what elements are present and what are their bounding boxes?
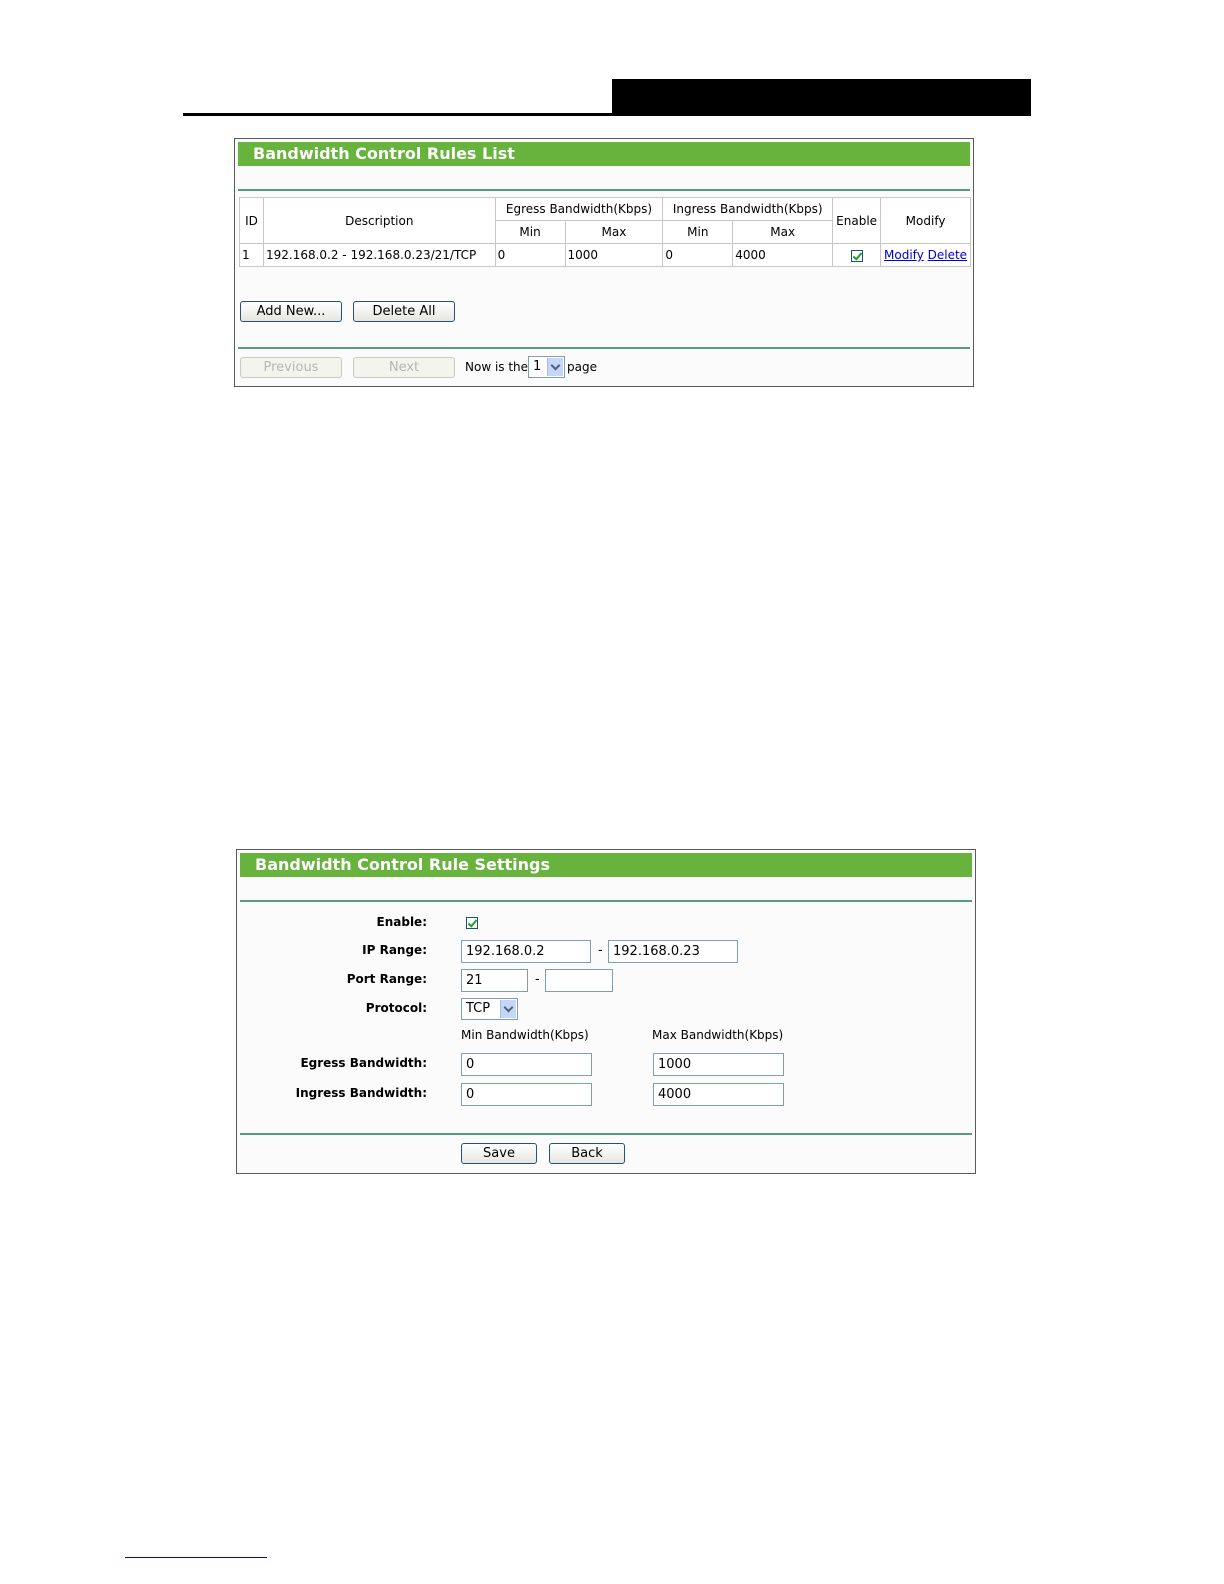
delete-link[interactable]: Delete <box>927 248 968 262</box>
next-button[interactable]: Next <box>353 357 455 378</box>
port-end-input[interactable] <box>545 969 613 992</box>
rule-settings-title: Bandwidth Control Rule Settings <box>240 853 972 877</box>
cell-ingress-min: 0 <box>663 244 733 267</box>
page-prefix-text: Now is the <box>465 360 529 374</box>
rule-enable-checkbox[interactable] <box>851 250 863 262</box>
divider <box>240 900 972 902</box>
chevron-down-icon <box>500 1000 516 1018</box>
rule-settings-panel <box>236 849 976 1174</box>
divider <box>240 1133 972 1135</box>
page-select-value: 1 <box>533 359 542 374</box>
port-range-separator: - <box>535 972 540 987</box>
min-bandwidth-header: Min Bandwidth(Kbps) <box>461 1028 589 1042</box>
ingress-min-input[interactable]: 0 <box>461 1083 592 1106</box>
cell-enable <box>833 244 881 267</box>
protocol-select[interactable] <box>461 998 518 1020</box>
header-ingress: Ingress Bandwidth(Kbps) <box>663 198 833 221</box>
chevron-down-icon <box>547 358 563 376</box>
ingress-max-input[interactable]: 4000 <box>653 1083 784 1106</box>
port-range-label: Port Range: <box>346 972 427 986</box>
enable-checkbox[interactable] <box>466 917 478 929</box>
header-enable: Enable <box>833 198 881 244</box>
document-header-block <box>612 79 1031 115</box>
rules-list-panel <box>234 138 974 387</box>
cell-egress-min: 0 <box>495 244 565 267</box>
egress-max-input[interactable]: 1000 <box>653 1053 784 1076</box>
table-row <box>240 244 971 267</box>
rules-list-title: Bandwidth Control Rules List <box>238 142 970 166</box>
protocol-select-value: TCP <box>466 1001 491 1016</box>
cell-id: 1 <box>240 244 264 267</box>
add-new-button[interactable]: Add New... <box>240 301 342 322</box>
footer-link-rule <box>125 1557 267 1558</box>
divider <box>238 189 970 191</box>
delete-all-button[interactable]: Delete All <box>353 301 455 322</box>
rules-table <box>239 197 971 267</box>
enable-label: Enable: <box>376 915 427 929</box>
header-egress-min: Min <box>495 221 565 244</box>
header-egress: Egress Bandwidth(Kbps) <box>495 198 663 221</box>
page-suffix-text: page <box>567 360 597 374</box>
egress-min-input[interactable]: 0 <box>461 1053 592 1076</box>
save-button[interactable]: Save <box>461 1143 537 1164</box>
cell-egress-max: 1000 <box>565 244 663 267</box>
ip-range-separator: - <box>598 943 603 958</box>
divider <box>238 347 970 349</box>
header-modify: Modify <box>881 198 971 244</box>
header-ingress-max: Max <box>733 221 833 244</box>
ip-end-input[interactable]: 192.168.0.23 <box>608 940 738 963</box>
port-start-input[interactable]: 21 <box>461 969 528 992</box>
ip-range-label: IP Range: <box>362 943 427 957</box>
previous-button[interactable]: Previous <box>240 357 342 378</box>
cell-ingress-max: 4000 <box>733 244 833 267</box>
header-id: ID <box>240 198 264 244</box>
protocol-label: Protocol: <box>365 1001 427 1015</box>
max-bandwidth-header: Max Bandwidth(Kbps) <box>652 1028 784 1042</box>
header-ingress-min: Min <box>663 221 733 244</box>
ingress-bandwidth-label: Ingress Bandwidth: <box>295 1086 427 1100</box>
back-button[interactable]: Back <box>549 1143 625 1164</box>
header-description: Description <box>263 198 495 244</box>
cell-description: 192.168.0.2 - 192.168.0.23/21/TCP <box>263 244 495 267</box>
ip-start-input[interactable]: 192.168.0.2 <box>461 940 591 963</box>
header-egress-max: Max <box>565 221 663 244</box>
document-header-rule <box>183 113 1031 116</box>
cell-modify <box>881 244 971 267</box>
modify-link[interactable]: Modify <box>884 248 924 262</box>
page-select[interactable] <box>528 356 565 378</box>
egress-bandwidth-label: Egress Bandwidth: <box>300 1056 427 1070</box>
